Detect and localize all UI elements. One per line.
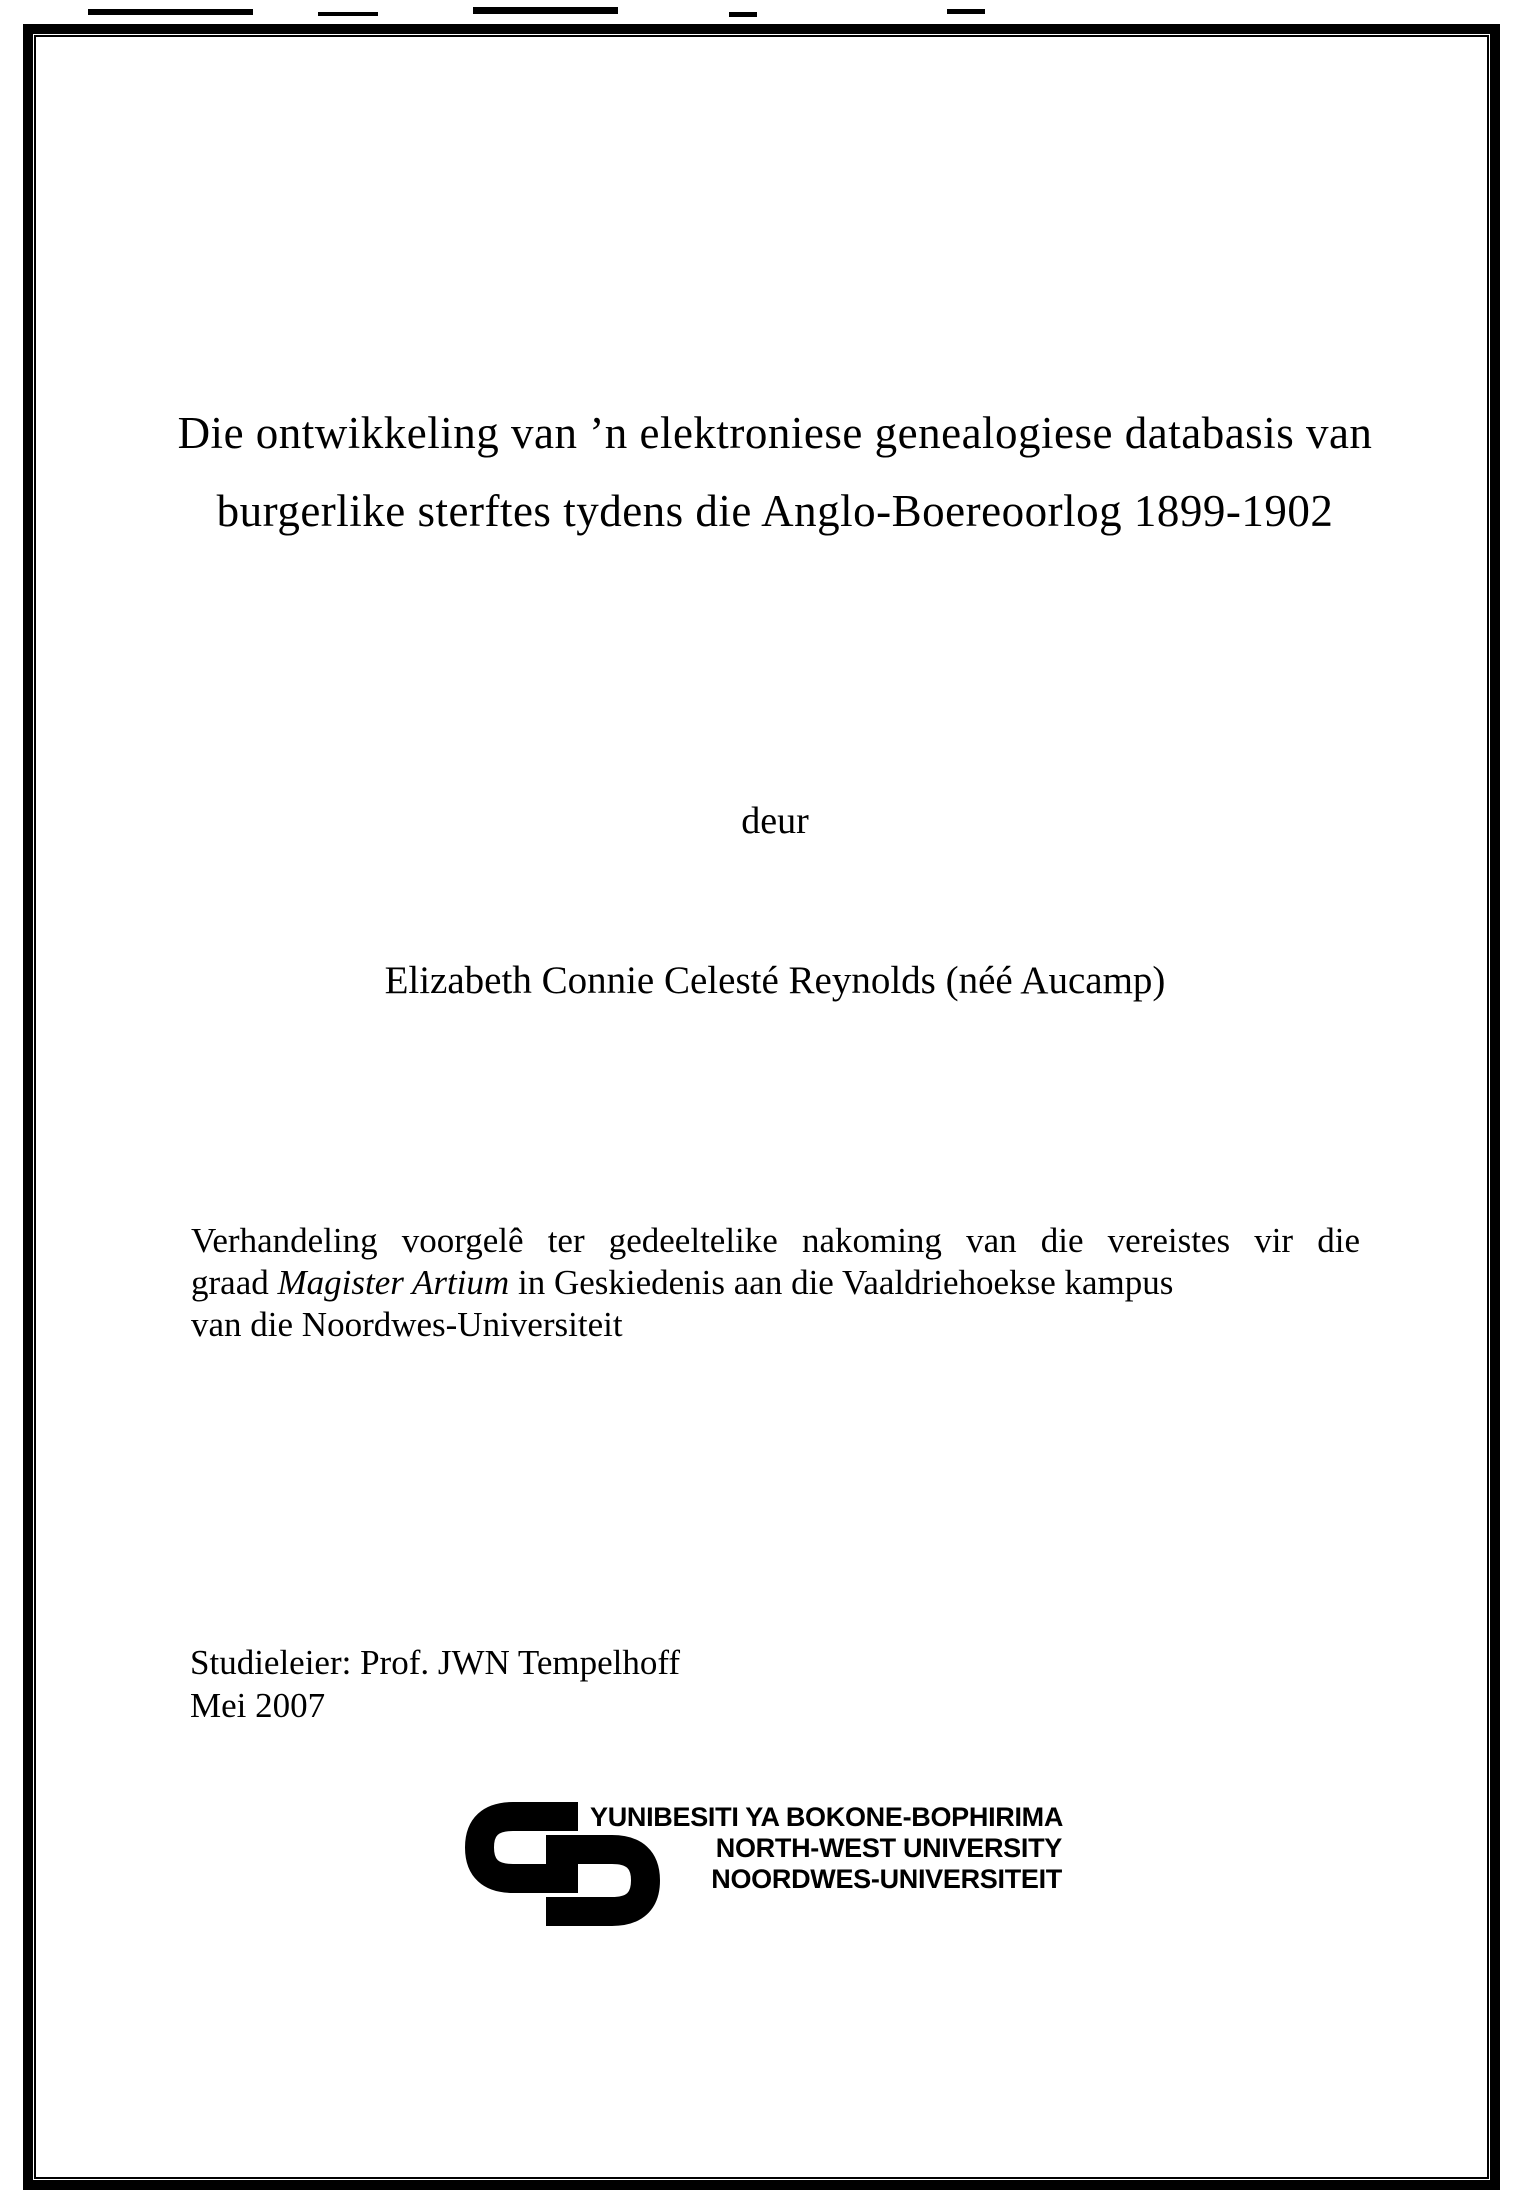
supervisor-line: Studieleier: Prof. JWN Tempelhoff xyxy=(190,1643,681,1682)
thesis-title-line-2: burgerlike sterftes tydens die Anglo-Boereoorlog 1899-1902 xyxy=(216,486,1334,536)
university-name-setswana: YUNIBESITI YA BOKONE-BOPHIRIMA xyxy=(590,1802,1064,1832)
scan-artifact xyxy=(473,7,618,14)
author-name: Elizabeth Connie Celesté Reynolds (néé Aucamp) xyxy=(384,959,1166,1002)
date-line: Mei 2007 xyxy=(190,1686,326,1725)
scan-artifact xyxy=(729,12,757,17)
submission-note-line-2-suffix: in Geskiedenis aan die Vaaldriehoekse kampus xyxy=(517,1263,1174,1302)
scan-artifact xyxy=(318,12,378,16)
thesis-title xyxy=(40,394,1510,550)
degree-name: Magister Artium xyxy=(277,1263,510,1302)
submission-note-line-2-prefix: graad xyxy=(191,1263,269,1302)
university-logo xyxy=(465,1799,1065,1934)
supervisor-block xyxy=(190,1641,1090,1727)
thesis-title-line-1: Die ontwikkeling van ’n elektroniese genealogiese databasis van xyxy=(177,408,1373,458)
university-name-english: NORTH-WEST UNIVERSITY xyxy=(715,1833,1062,1863)
scan-artifact xyxy=(88,9,253,15)
university-name-afrikaans: NOORDWES-UNIVERSITEIT xyxy=(711,1864,1062,1894)
submission-note-line-2 xyxy=(191,1262,1360,1304)
submission-note-line-1: Verhandeling voorgelê ter gedeeltelike nakoming van die vereistes vir die xyxy=(191,1221,1360,1260)
byline-label: deur xyxy=(741,800,809,842)
submission-note-line-3: van die Noordwes-Universiteit xyxy=(191,1305,623,1344)
submission-note xyxy=(191,1220,1360,1346)
university-logo-text xyxy=(590,1802,1062,1895)
scan-artifact xyxy=(947,9,985,14)
